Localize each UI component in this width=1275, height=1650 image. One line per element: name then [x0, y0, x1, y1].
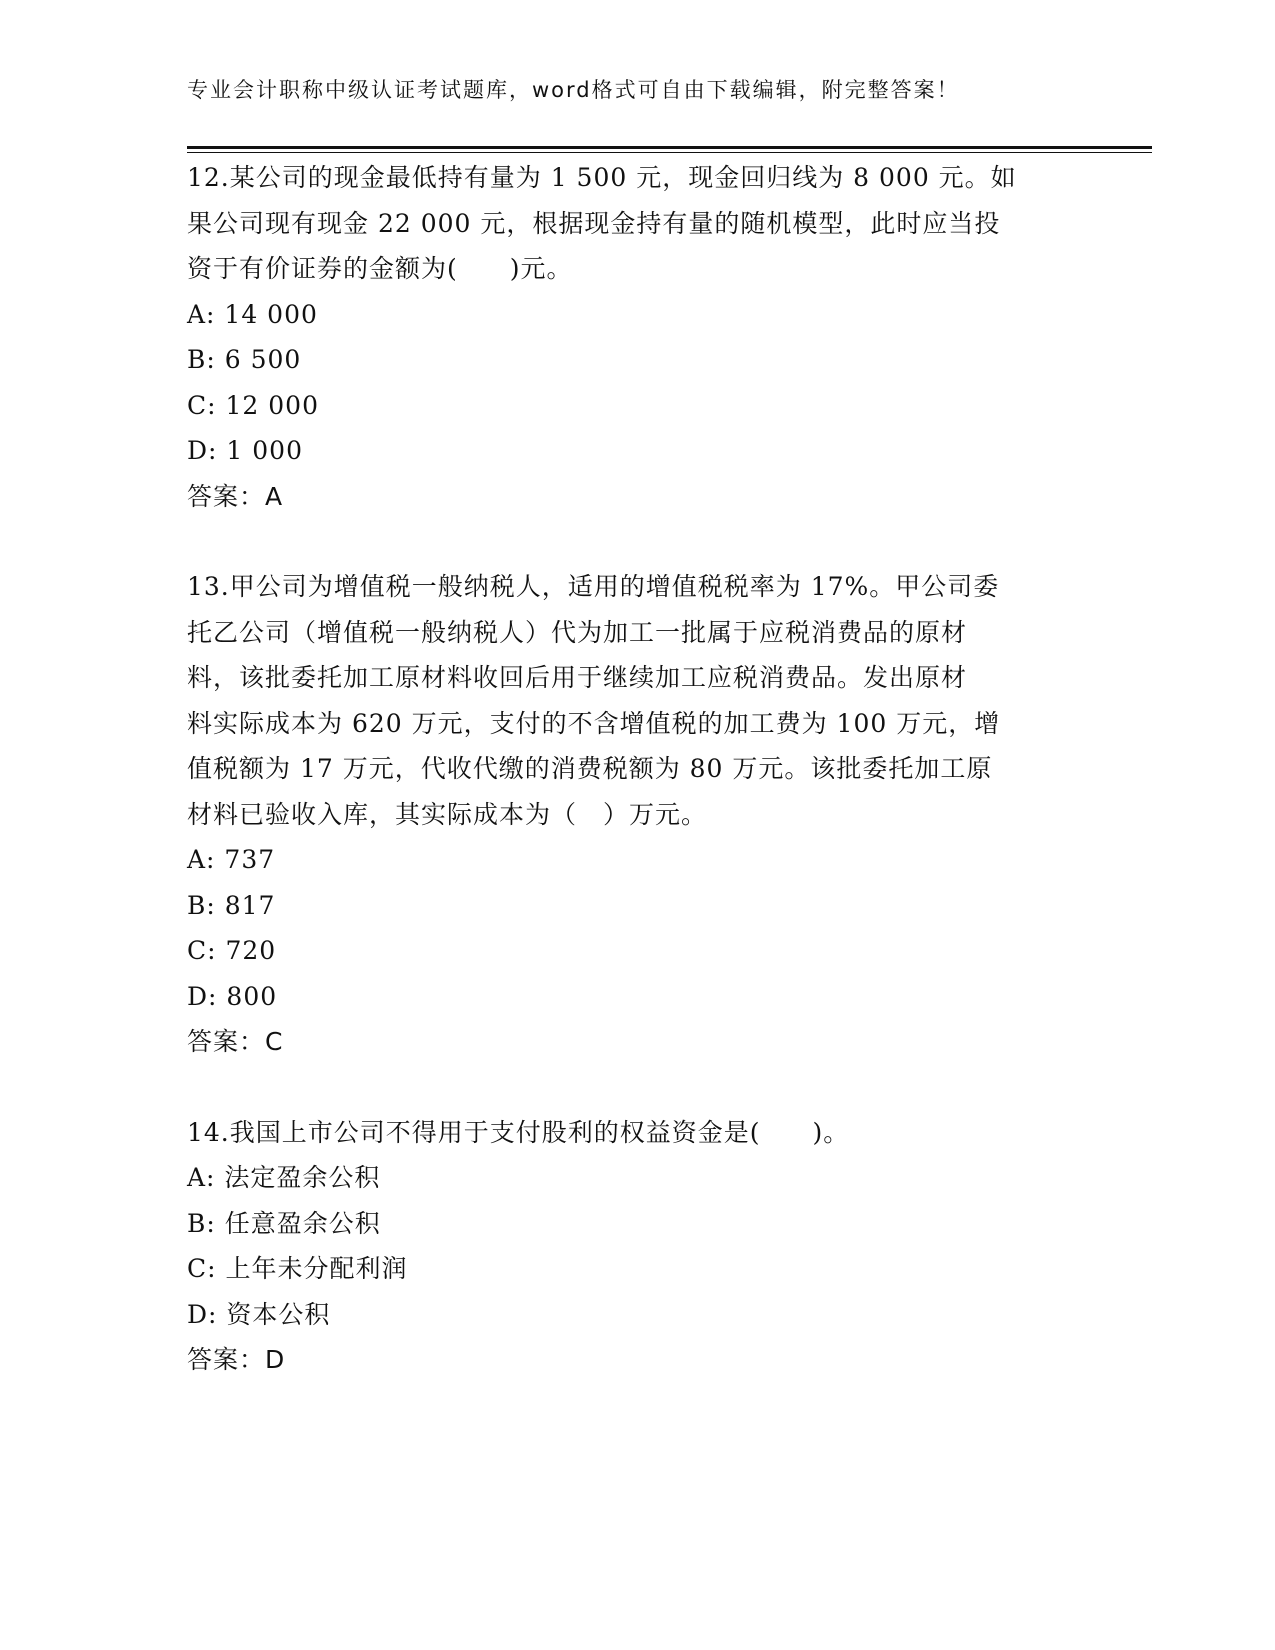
option-b: B: 任意盈余公积: [187, 1208, 381, 1238]
header-rule-thin: [187, 152, 1152, 153]
header-rule-thick: [187, 146, 1152, 149]
option-a: A: 法定盈余公积: [187, 1163, 381, 1192]
question-list: [187, 155, 1087, 1383]
question-stem-line: 材料已验收入库，其实际成本为（ ）万元。: [187, 799, 708, 829]
option-c: C: 12 000: [187, 390, 319, 420]
option-d: D: 资本公积: [187, 1299, 331, 1329]
answer-label: 答案：D: [187, 1345, 286, 1374]
question-14: [187, 1110, 1087, 1383]
page-header: 专业会计职称中级认证考试题库，word格式可自由下载编辑，附完整答案！: [187, 78, 960, 102]
question-stem-line: 料实际成本为 620 万元，支付的不含增值税的加工费为 100 万元，增: [187, 708, 1001, 738]
option-b: B: 817: [187, 890, 276, 920]
question-stem-line: 果公司现有现金 22 000 元，根据现金持有量的随机模型，此时应当投: [187, 208, 1001, 238]
question-stem-line: 14.我国上市公司不得用于支付股利的权益资金是( )。: [187, 1117, 850, 1147]
question-stem-line: 托乙公司（增值税一般纳税人）代为加工一批属于应税消费品的原材: [187, 617, 968, 647]
answer-label: 答案：C: [187, 1027, 284, 1056]
option-d: D: 1 000: [187, 436, 303, 465]
question-stem-line: 资于有价证券的金额为( )元。: [187, 254, 573, 283]
question-stem-line: 值税额为 17 万元，代收代缴的消费税额为 80 万元。该批委托加工原: [187, 754, 993, 783]
question-stem-line: 12.某公司的现金最低持有量为 1 500 元，现金回归线为 8 000 元。如: [187, 163, 1017, 192]
question-12: [187, 155, 1087, 519]
question-13: [187, 564, 1087, 1065]
option-c: C: 720: [187, 936, 277, 965]
option-a: A: 14 000: [187, 299, 318, 329]
option-a: A: 737: [187, 845, 276, 874]
answer-label: 答案：A: [187, 481, 284, 511]
option-d: D: 800: [187, 981, 278, 1011]
option-b: B: 6 500: [187, 345, 302, 374]
question-stem-line: 料，该批委托加工原材料收回后用于继续加工应税消费品。发出原材: [187, 663, 968, 692]
question-stem-line: 13.甲公司为增值税一般纳税人，适用的增值税税率为 17%。甲公司委: [187, 572, 1000, 601]
option-c: C: 上年未分配利润: [187, 1254, 408, 1283]
